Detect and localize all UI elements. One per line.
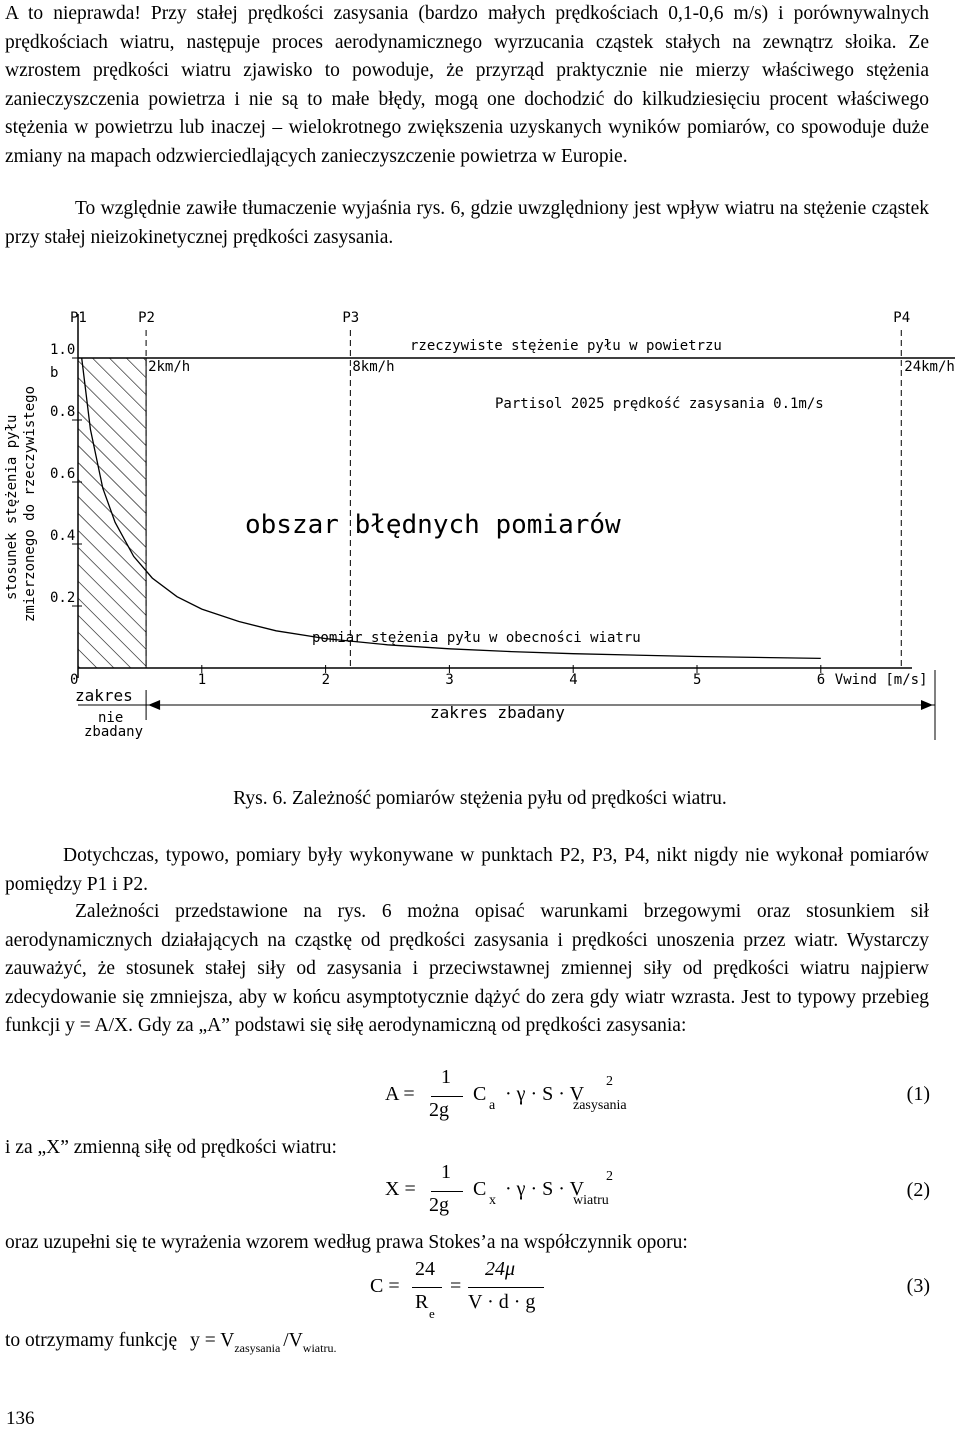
- range-not-studied-label-3: zbadany: [84, 724, 144, 740]
- equation-3-number: (3): [906, 1275, 930, 1297]
- y-axis-label-line2: zmierzonego do rzeczywistego: [22, 385, 38, 622]
- paragraph-intro: A to nieprawda! Przy stałej prędkości zasysania (bardzo małych prędkościach 0,1-0,6 m/s) i porównywalnych prędkościach wiatru, następuje proces aerodynamicznego wyrzucania cząstek stałych na zewnątrz słoika. Ze wzrostem prędkości wiatru zjawisko to powoduje, że przyrząd praktycznie nie mierzy właściwego stężenia zanieczyszczenia powietrza i nie są to małe błędy, mogą one dochodzić do kilkudziesięciu procent właściwego stężenia w powietrzu lub inaczej – wielokrotnego zwiększenia uzyskanych wyników pomiarów, co spowoduje duże zmiany na mapach odzwierciedlających zanieczyszczenie powietrza w Europie.: [5, 3, 929, 167]
- point-speed-p3: 8km/h: [352, 359, 395, 375]
- x-tick-label: 5: [693, 672, 702, 688]
- equation-1-number: (1): [906, 1083, 930, 1105]
- annotation-curve: pomiar stężenia pyłu w obecności wiatru: [312, 630, 641, 646]
- x-tick-label: 6: [816, 672, 826, 688]
- paragraph-stokes: oraz uzupełni się te wyrażenia wzorem według prawa Stokes’a na współczynnik oporu:: [5, 1232, 688, 1253]
- final-function-line: to otrzymamy funkcję $y = V_{zasysania}$ $/V_{wiatru.}$: [5, 1330, 337, 1355]
- figure-caption: Rys. 6. Zależność pomiarów stężenia pyłu od prędkości wiatru.: [233, 788, 727, 809]
- equation-1: A = 1 2g C a · γ · S · V 2 zasysania: [385, 1066, 627, 1121]
- range-not-studied-label-2: nie: [98, 710, 124, 726]
- paragraph-dependencies: Zależności przedstawione na rys. 6 można opisać warunkami brzegowymi oraz stosunkiem sił aerodynamicznych działających na cząstkę od prędkości zasysania i prędkości unoszenia przez wiatr. Wystarczy zauważyć, że stosunek stałej siły od zasysania i przeciwstawnej zmiennej siły od prędkości wiatru najpierw zdecydowanie się zmniejsza, aby w końcu asymptotycznie dążyć do zera gdy wiatr wzrasta. Jest to typowy przebieg funkcji y = A/X. Gdy za „A” podstawi się siłę aerodynamiczną od prędkości zasysania:: [5, 901, 929, 1037]
- annotation-true-concentration: rzeczywiste stężenie pyłu w powietrzu: [410, 338, 722, 354]
- page-number: 136: [6, 1408, 35, 1429]
- y-tick-label: 0.4: [50, 528, 76, 544]
- range-studied-label: zakres zbadany: [430, 703, 565, 722]
- annotation-device: Partisol 2025 prędkość zasysania 0.1m/s: [495, 396, 824, 412]
- paragraph-measurement-points: Dotychczas, typowo, pomiary były wykonywane w punktach P2, P3, P4, nikt nigdy nie wykonał pomiarów pomiędzy P1 i P2.: [5, 845, 929, 895]
- equation-3: C = 24 R e = 24μ V · d · g: [370, 1258, 670, 1322]
- x-tick-label: 4: [569, 672, 578, 688]
- point-speed-p2: 2km/h: [148, 359, 191, 375]
- x-tick-label: 0: [70, 672, 79, 688]
- x-tick-label: 2: [321, 672, 331, 688]
- x-tick-label: 3: [445, 672, 454, 688]
- point-label-p3: P3: [342, 310, 360, 326]
- y-axis-label-line1: stosunek stężenia pyłu: [4, 414, 20, 600]
- equation-2: X = 1 2g C x · γ · S · V 2 wiatru: [385, 1161, 613, 1216]
- arrowhead-left: [148, 700, 160, 710]
- point-label-p4: P4: [893, 310, 911, 326]
- y-tick-label: 1.0: [50, 342, 76, 358]
- point-label-p1: P1: [70, 310, 87, 326]
- arrowhead-right: [921, 700, 933, 710]
- point-label-p2: P2: [138, 310, 155, 326]
- y-tick-label: 0.6: [50, 466, 76, 482]
- y-tick-label: 0.2: [50, 590, 76, 606]
- y-tick-label: 0.8: [50, 404, 76, 420]
- wind-chart: [0, 300, 960, 750]
- point-speed-p4: 24km/h: [904, 359, 955, 375]
- paragraph-x-intro: i za „X” zmienną siłę od prędkości wiatru:: [5, 1137, 337, 1158]
- range-not-studied-label: zakres: [75, 686, 133, 705]
- y-extra-label: b: [50, 365, 59, 381]
- annotation-error-area: obszar błędnych pomiarów: [245, 510, 621, 540]
- x-tick-label: 1: [197, 672, 207, 688]
- x-axis-label: Vwind [m/s]: [834, 672, 928, 688]
- equation-2-number: (2): [906, 1179, 930, 1201]
- paragraph-explanation: To względnie zawiłe tłumaczenie wyjaśnia rys. 6, gdzie uwzględniony jest wpływ wiatru na stężenie cząstek przy stałej nieizokinetycznej prędkości zasysania.: [5, 198, 929, 248]
